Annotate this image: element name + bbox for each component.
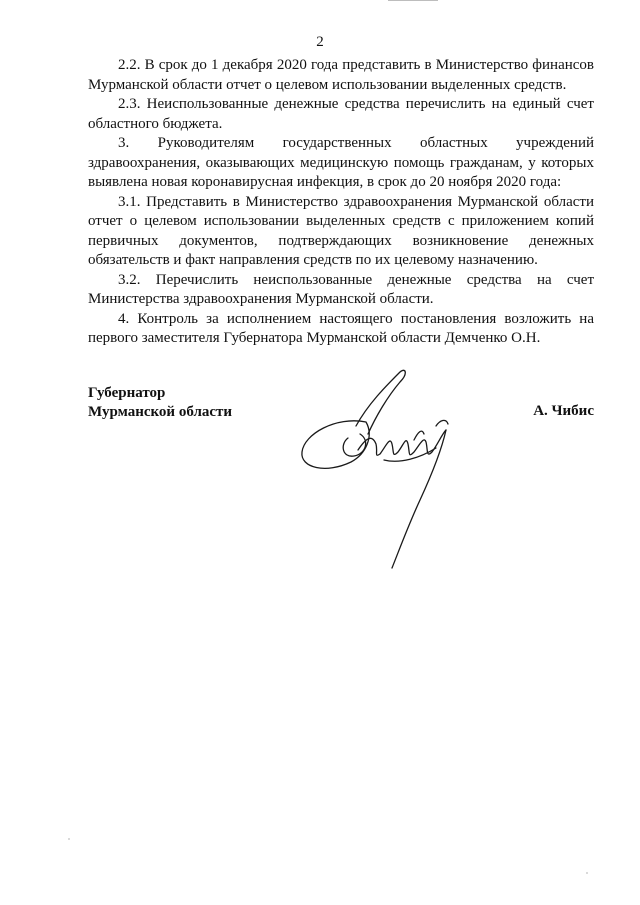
- paragraph-4: 4. Контроль за исполнением настоящего постановления возложить на первого заместителя Губернатора Мурманской области Демченко О.Н.: [88, 310, 594, 346]
- paragraph-2-2: 2.2. В срок до 1 декабря 2020 года представить в Министерство финансов Мурманской области отчет о целевом использовании выделенных средств.: [88, 57, 594, 93]
- signatory-title-line-1: Губернатор: [88, 385, 166, 401]
- signatory-title: [88, 384, 232, 422]
- page-number: 2: [316, 34, 324, 50]
- signatory-title-line-2: Мурманской области: [88, 404, 233, 420]
- paragraph-3: 3. Руководителям государственных областных учреждений здравоохранения, оказывающих медицинскую помощь гражданам, у которых выявлена новая коронавирусная инфекция, в срок до 20 ноября 2020 года:: [88, 135, 594, 190]
- paragraph-3-1: 3.1. Представить в Министерство здравоохранения Мурманской области отчет о целевом использовании выделенных средств с приложением копий первичных документов, подтверждающих возникновение денежных обязательств и факт направления средств по их целевому назначению.: [88, 193, 594, 268]
- scan-edge-mark: [388, 0, 438, 1]
- signatory-name: А. Чибис: [533, 403, 594, 419]
- paragraph-2-3: 2.3. Неиспользованные денежные средства перечислить на единый счет областного бюджета.: [88, 96, 594, 132]
- scan-speck: [586, 872, 588, 874]
- handwritten-signature: [296, 364, 476, 574]
- paragraph-3-2: 3.2. Перечислить неиспользованные денежные средства на счет Министерства здравоохранения Мурманской области.: [88, 271, 594, 307]
- document-body: [88, 56, 594, 349]
- scan-speck: [68, 838, 70, 840]
